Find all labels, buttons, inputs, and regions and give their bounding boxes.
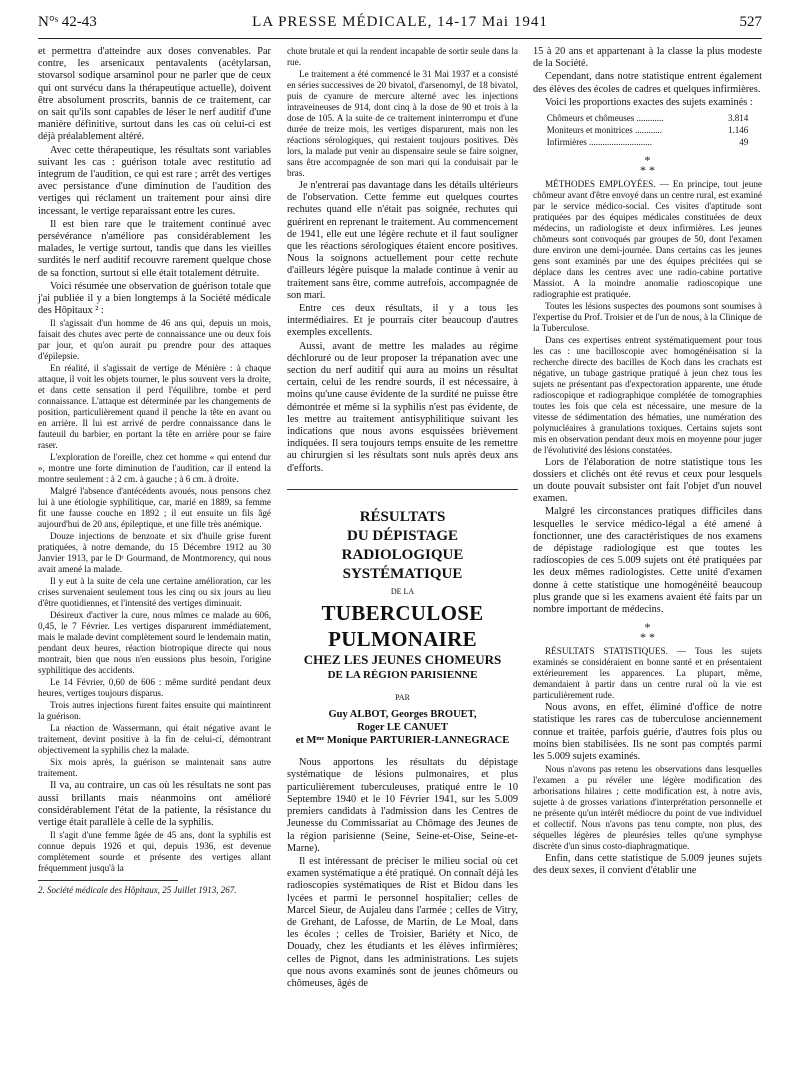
authors: et Mᵐᵉ Monique PARTURIER-LANNEGRACE	[295, 735, 510, 747]
authors: Roger LE CANUET	[357, 722, 448, 734]
paragraph: Il y eut à la suite de cela une certaine amélioration, car les crises survenaient seulement tous les cinq ou six jours au lieu d'être quotidiennes, et l'intensité des vertiges diminuait.	[38, 576, 271, 609]
footnote: 2. Société médicale des Hôpitaux, 25 Juillet 1913, 267.	[38, 885, 237, 896]
paragraph: Désireux d'activer la cure, nous mîmes ce malade au 606, 0,45, le 7 Février. Les vertiges disparurent immédiatement, mais le malade devint complètement sourd le lendemain matin, pendant deux heures, réaction biotropique directe qui nous montrait, bien que nous n'en eussions plus besoin, l'origine syphilitique des accidents.	[38, 610, 271, 676]
column-3	[533, 46, 762, 879]
paragraph: Il s'agit d'une femme âgée de 45 ans, dont la syphilis est connue depuis 1926 et qui, depuis 1936, est devenue complètement sourde et présente des vertiges allant fréquemment jusqu'à la	[38, 830, 271, 874]
paragraph: Il est intéressant de préciser le milieu social où cet examen systématique a été pratiqué. On connaît déjà les radioscopies systématiques de Rist et Bidou dans les lycées et parmi le personnel hospitalier; celles de Marcel Sieur, de Aujaleu dans l'armée ; celles de Vitry, de Grehant, de Lafosse, de Martin, de Le Moal, dans les écoles ; celles de Troisier, Bariéty et Nico, de Douady, chez les étudiants et les élèves infirmières; celles de Pignot, dans les administrations. Les sujets que nous avons examinés sont de jeunes chômeurs ou chômeuses, âgés de	[287, 855, 518, 989]
issue-number: N°ˢ 42-43	[38, 14, 97, 30]
paragraph: Malgré l'absence d'antécédents avoués, nous pensons chez lui à une étiologie syphilitique, car, marié en 1889, sa femme fit une fausse couche en 1892 ; il eut ensuite un fils âgé aujourd'hui de 20 ans, épileptique, et une fille très anémique.	[38, 486, 271, 530]
star-glyph: *	[644, 620, 651, 635]
paragraph: Six mois après, la guérison se maintenait sans autre traitement.	[38, 757, 271, 779]
paragraph: L'exploration de l'oreille, chez cet homme « qui entend dur », montre une forte diminution de l'audition, car il entend la montre seulement : à 2 cm. à gauche ; à 6 cm. à droite.	[38, 452, 271, 485]
paragraph: Le 14 Février, 0,60 de 606 : même surdité pendant deux heures, vertiges toujours disparus.	[38, 677, 271, 699]
paragraph: 15 à 20 ans et appartenant à la classe la plus modeste de la Société.	[533, 46, 762, 70]
article-title-line: SYSTÉMATIQUE	[342, 565, 463, 582]
table-cell-label: Chômeurs et chômeuses ............	[546, 113, 664, 124]
paragraph: Nous avons, en effet, éliminé d'office de notre statistique les rares cas de tuberculose anciennement connue et traitée, parfois guérie, d'autres fois plus ou moins bien stabilisées. Ils ne sont pas comptés parmi les 5.009 sujets examinés.	[533, 702, 762, 763]
paragraph: Aussi, avant de mettre les malades au régime déchloruré ou de leur proposer la trépanation avec une section du nerf auditif qui aura au moins un résultat certain, celui de les rendre sourds, il est nécessaire, à moins qu'une cause évidente de la surdité ne puisse être démontrée et même si la syphilis n'est pas évidente, de les mettre au traitement antisyphilitique suivant les indications que nous avons esquissées brièvement indiquées. Il sera toujours temps ensuite de les remettre au chirurgien si les résultats sont nuls après deux ans d'efforts.	[287, 340, 518, 474]
page-number: 527	[739, 14, 762, 30]
paragraph: et permettra d'atteindre aux doses convenables. Par contre, les arsenicaux pentavalents (acétylarsan, stovarsol sodique arsaminol pour ne parler que de ceux qui ont survécu dans la thérapeutique actuelle), doivent être absolument proscrits, bannis de ce traitement, car on sait qu'ils sont capables de léser le nerf auditif d'une manière définitive, surtout dans les cas où celui-ci est déjà préalablement altéré.	[38, 46, 271, 143]
paragraph: Enfin, dans cette statistique de 5.009 jeunes sujets des deux sexes, il convient d'établir une	[533, 853, 762, 877]
table-cell-label: Moniteurs et monitrices ............	[546, 125, 662, 136]
paragraph: Trois autres injections furent faites ensuite qui maintinrent la guérison.	[38, 700, 271, 722]
paragraph: MÉTHODES EMPLOYÉES. — En principe, tout jeune chômeur avant d'être envoyé dans un centre rural, est examiné par le service médico-social. Ces visites d'aptitude sont pratiquées par des équipes médicales constituées de deux médecins, un radiologiste et deux infirmières. Les jeunes chômeurs sont convoqués par groupes de 50, dont l'examen dure environ une demi-journée. Dans certains cas les jeunes gens sont examinés par une des équipes précitées qui se déplace dans les centres avec une radio-cabine portative Massiot. A la moindre anomalie radioscopique une radiographie est pratiquée.	[533, 178, 762, 299]
table-row	[547, 136, 749, 148]
paragraph: Nous apportons les résultats du dépistage systématique de lésions pulmonaires, et plus particulièrement tuberculeuses, pratiqué entre le 10 Septembre 1940 et le 10 Février 1941, sur les 5.009 premiers candidats à l'admission dans les Centres de Jeunesse du Commissariat au Chômage des Jeunes de la région parisienne (Seine, Seine-et-Oise, Seine-et-Marne).	[287, 757, 518, 854]
paragraph: En réalité, il s'agissait de vertige de Ménière : à chaque attaque, il voit les objets tourner, le plus souvent vers la droite, et dans cette sensation il perd l'équilibre, tombe et perd connaissance. L'attaque est déterminée par les changements de position, particulièrement quand il penche la tête en avant ou en arrière. Il lui est arrivé de perdre connaissance dans le fauteuil du barbier, en portant la tête en arrière pour se faire raser.	[38, 363, 271, 451]
table-row	[547, 112, 749, 124]
article-title-connector: DE LA	[390, 586, 415, 596]
journal-title: LA PRESSE MÉDICALE, 14-17 Mai 1941	[252, 14, 548, 30]
paragraph: Cependant, dans notre statistique entrent également des élèves des écoles de cadres et quelques infirmières.	[533, 71, 762, 95]
paragraph: RÉSULTATS STATISTIQUES. — Tous les sujets examinés se considéraient en bonne santé et en présentaient extérieurement les apparences. La plupart, même, demandaient à partir dans un centre rural où la vie est particulièrement rude.	[533, 646, 762, 701]
paragraph: Lors de l'élaboration de notre statistique tous les dossiers et clichés ont été revus et ceux pour lesquels un doute pouvait subsister ont fait l'objet d'un nouvel examen.	[533, 456, 762, 505]
section-separator	[533, 152, 762, 177]
paragraph: Dans ces expertises entrent systématiquement pour tous les cas : une bacilloscopie avec homogénéisation si la recherche directe des bacilles de Koch dans les crachats est négative, un tubage gastrique pratiqué à jeun chez tous les sujets ne présentant pas d'expectoration apparente, une étude radioscopique et radiographique complétée de tomographies toutes les fois que cela est nécessaire, une mesure de la vitesse de sédimentation des hématies, une numération des polynucléaires à granulations toxiques. Certains sujets sont mis en observation pendant deux mois en moyenne pour juger de l'évolutivité des lésions constatées.	[533, 334, 762, 455]
authors: Guy ALBOT, Georges BROUET,	[328, 709, 477, 721]
paragraph: Nous n'avons pas retenu les observations dans lesquelles l'examen a pu révéler une légère modification des arborisations hilaires ; cette modification est, à notre avis, sujette à de grosses variations d'interprétation personnelle et ne présente qu'un intérêt médiocre du point de vue individuel et collectif. Nous n'avons pas tenu compte, non plus, des séquelles légères de pleurésies telles qu'une symphyse discrète d'un sinus costo-diaphragmatique.	[533, 764, 762, 852]
table-row	[547, 124, 749, 136]
paragraph: Malgré les circonstances pratiques difficiles dans lesquelles le service médico-légal a été amené à fonctionner, une des caractéristiques de nos examens de dépistage radiologique est que toutes les radioscopies de ces 5.009 sujets ont été pratiquées par les deux mêmes radiologistes. Cette unité d'examen donne à cette statistique une homogénéité beaucoup plus grande que si les examens avaient été faits par un nombre important de médecins.	[533, 506, 762, 616]
table-cell-label: Infirmières ............................	[546, 137, 652, 148]
paragraph: chute brutale et qui la rendent incapable de sortir seule dans la rue.	[287, 46, 518, 67]
paragraph: Le traitement a été commencé le 31 Mai 1937 et a consisté en séries successives de 20 bivatol, d'arsenomyl, de 18 bivatol, puis de cyanure de mercure alterné avec les injections intraveineuses de 914, dont cinq à la dose de 90 et trois à la dose de 105. A la suite de ce traitement ininterrompu et d'une durée de treize mois, les vertiges disparurent, mais non les réactions sérologiques, qui restaient toujours positives. Dès lors, la malade put venir au dispensaire seule se faire soigner, sans être accompagnée de son mari qui la conduisait par le bras.	[287, 69, 518, 178]
star-glyph: * *	[640, 162, 655, 177]
article-main-title: TUBERCULOSE PULMONAIRE	[321, 601, 484, 652]
paragraph: Voici les proportions exactes des sujets examinés :	[545, 96, 753, 108]
table-cell-value: 1.146	[728, 125, 749, 136]
star-glyph: *	[644, 152, 651, 167]
article-title-line: DU DÉPISTAGE RADIOLOGIQUE	[341, 527, 464, 563]
paragraph: Entre ces deux résultats, il y a tous les intermédiaires. Et je pourrais citer beaucoup d'autres exemples excellents.	[287, 303, 518, 339]
paragraph: Il est bien rare que le traitement continué avec persévérance n'améliore pas considérablement les malades, le vertige surtout, tandis que dans les vieilles surdités le nerf auditif recouvre rarement quelque chose de sa fonction, surtout si elle était totalement détruite.	[38, 218, 271, 279]
column-2	[287, 46, 518, 991]
paragraph: Il s'agissait d'un homme de 46 ans qui, depuis un mois, faisait des chutes avec perte de connaissance une ou deux fois par jour, et qu'on aurait pu prendre pour des attaques d'épilepsie.	[38, 318, 271, 362]
star-glyph: * *	[640, 630, 655, 645]
paragraph: Douze injections de benzoate et six d'huile grise furent pratiquées, à notre demande, du 15 Décembre 1912 au 30 Janvier 1913, par le Dʳ Gourmand, de Montmorency, qui nous avait amené la malade.	[38, 531, 271, 575]
page-header	[38, 14, 762, 40]
article-subtitle: CHEZ LES JEUNES CHOMEURS	[303, 652, 502, 668]
footnote-rule	[38, 880, 178, 881]
table-cell-value: 49	[739, 137, 749, 148]
paragraph: La réaction de Wassermann, qui était négative avant le traitement, devint positive à la fin de celui-ci, démontrant objectivement la syphilis chez la malade.	[38, 723, 271, 756]
article-subtitle: DE LA RÉGION PARISIENNE	[327, 669, 478, 682]
header-rule	[38, 38, 762, 39]
column-1	[38, 46, 271, 897]
article-title-block	[287, 489, 518, 747]
paragraph: Voici résumée une observation de guérison totale que j'ai publiée il y a bien longtemps à la Société médicale des Hôpitaux ² :	[38, 280, 271, 317]
paragraph: Toutes les lésions suspectes des poumons sont soumises à l'expertise du Prof. Troisier et de l'un de nous, à la Clinique de la Tuberculose.	[533, 300, 762, 333]
subjects-table	[547, 112, 749, 149]
article-title-line: RÉSULTATS	[359, 508, 446, 525]
byline-par: PAR	[395, 693, 410, 703]
paragraph: Avec cette thérapeutique, les résultats sont variables suivant les cas : guérison totale avec restitutio ad integrum de l'audition, ce qui est rare ; arrêt des vertiges avec persistance d'une diminution de l'audition des vertiges qui réclament un traitement pour ainsi dire incessant, le vertige reparaissant entre les cures.	[38, 144, 271, 217]
table-cell-value: 3.814	[728, 113, 749, 124]
paragraph: Je n'entrerai pas davantage dans les détails ultérieurs de l'observation. Cette femme eut quelques courtes rechutes quand elle n'était pas soignée, rechutes qui guérirent en reprenant le traitement. Au commencement de 1941, elle eut une légère rechute et il faut souligner que les réactions sérologiques étaient encore positives. Nous la soignons actuellement pour cette rechute d'ailleurs légère puisque la malade continue à venir au traitement sans être, comme autrefois, accompagnée de son mari.	[287, 180, 518, 301]
paragraph: Il va, au contraire, un cas où les résultats ne sont pas aussi brillants mais néanmoins ont amélioré considérablement l'état de la patiente, la résistance du vertige était parallèle à celle de la syphilis.	[38, 780, 271, 829]
section-separator	[533, 620, 762, 645]
